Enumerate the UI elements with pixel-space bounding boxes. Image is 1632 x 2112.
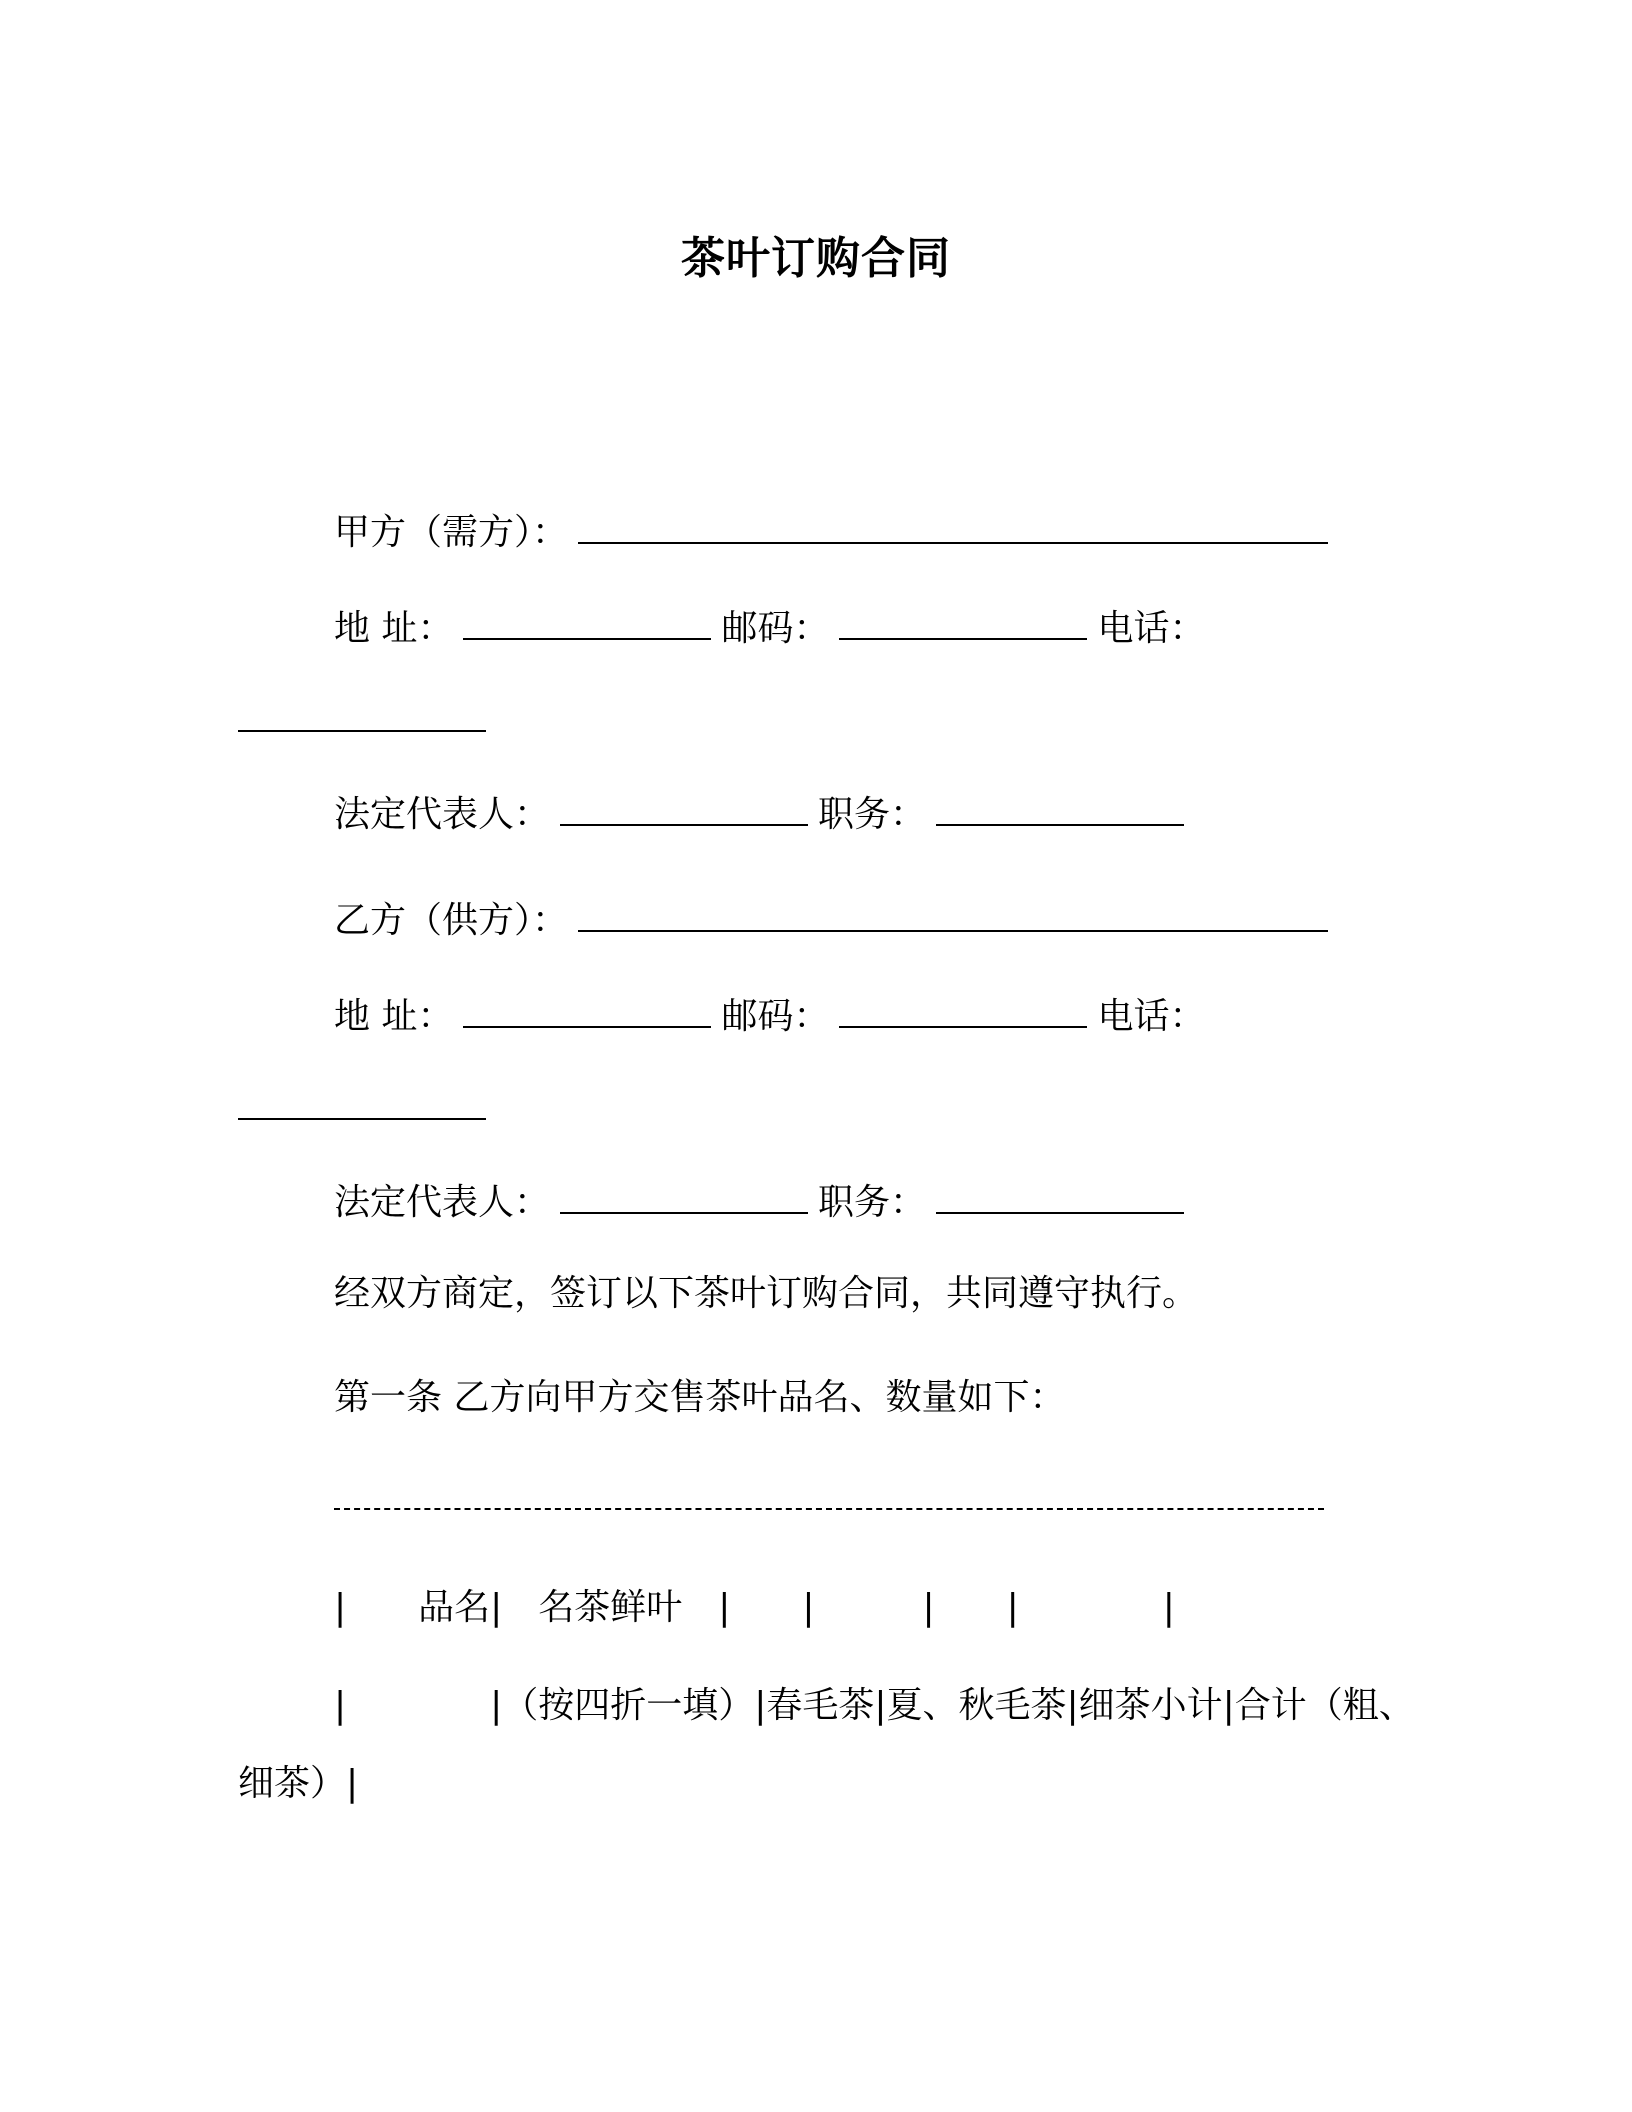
- party-b-postcode-blank: [839, 992, 1087, 1028]
- party-a-position-label: 职务：: [818, 794, 927, 835]
- party-a-position-blank: [936, 790, 1184, 826]
- party-b-address-blank: [463, 992, 711, 1028]
- table-header-row-2-continuation: 细茶）|: [238, 1763, 359, 1804]
- party-a-label: 甲方（需方）：: [334, 512, 569, 553]
- party-b-rep-line: [334, 1178, 1194, 1221]
- party-b-phone-blank: [238, 1084, 486, 1120]
- party-b-position-label: 职务：: [818, 1182, 927, 1223]
- document-title: 茶叶订购合同: [681, 233, 951, 284]
- agreement-paragraph: 经双方商定，签订以下茶叶订购合同，共同遵守执行。: [334, 1273, 1199, 1314]
- party-b-rep-blank: [560, 1178, 808, 1214]
- party-a-postcode-label: 邮码：: [721, 608, 830, 649]
- article-1-heading: 第一条 乙方向甲方交售茶叶品名、数量如下：: [334, 1377, 1066, 1418]
- party-b-phone-label: 电话：: [1097, 996, 1206, 1037]
- party-a-name-blank: [578, 508, 1328, 544]
- party-a-rep-label: 法定代表人：: [334, 794, 551, 835]
- table-dashed-rule: [334, 1508, 1324, 1510]
- party-a-line: [334, 508, 1338, 551]
- party-a-address-label: 地 址：: [334, 608, 454, 649]
- party-a-phone-blank: [238, 696, 486, 732]
- party-b-label: 乙方（供方）：: [334, 900, 569, 941]
- table-header-row-2: | |（按四折一填）|春毛茶|夏、秋毛茶|细茶小计|合计（粗、: [334, 1685, 1415, 1726]
- party-a-rep-blank: [560, 790, 808, 826]
- party-b-name-blank: [578, 896, 1328, 932]
- party-a-postcode-blank: [839, 604, 1087, 640]
- party-a-phone-label: 电话：: [1097, 608, 1206, 649]
- party-b-phone-continuation: [238, 1084, 496, 1127]
- party-b-rep-label: 法定代表人：: [334, 1182, 551, 1223]
- party-b-line: [334, 896, 1338, 939]
- party-a-phone-continuation: [238, 696, 496, 739]
- party-a-rep-line: [334, 790, 1194, 833]
- table-header-row-1: | 品名| 名茶鲜叶 | | | | |: [334, 1587, 1175, 1628]
- party-a-contact-line: [334, 604, 1205, 647]
- party-a-address-blank: [463, 604, 711, 640]
- party-b-contact-line: [334, 992, 1205, 1035]
- party-b-address-label: 地 址：: [334, 996, 454, 1037]
- party-b-postcode-label: 邮码：: [721, 996, 830, 1037]
- party-b-position-blank: [936, 1178, 1184, 1214]
